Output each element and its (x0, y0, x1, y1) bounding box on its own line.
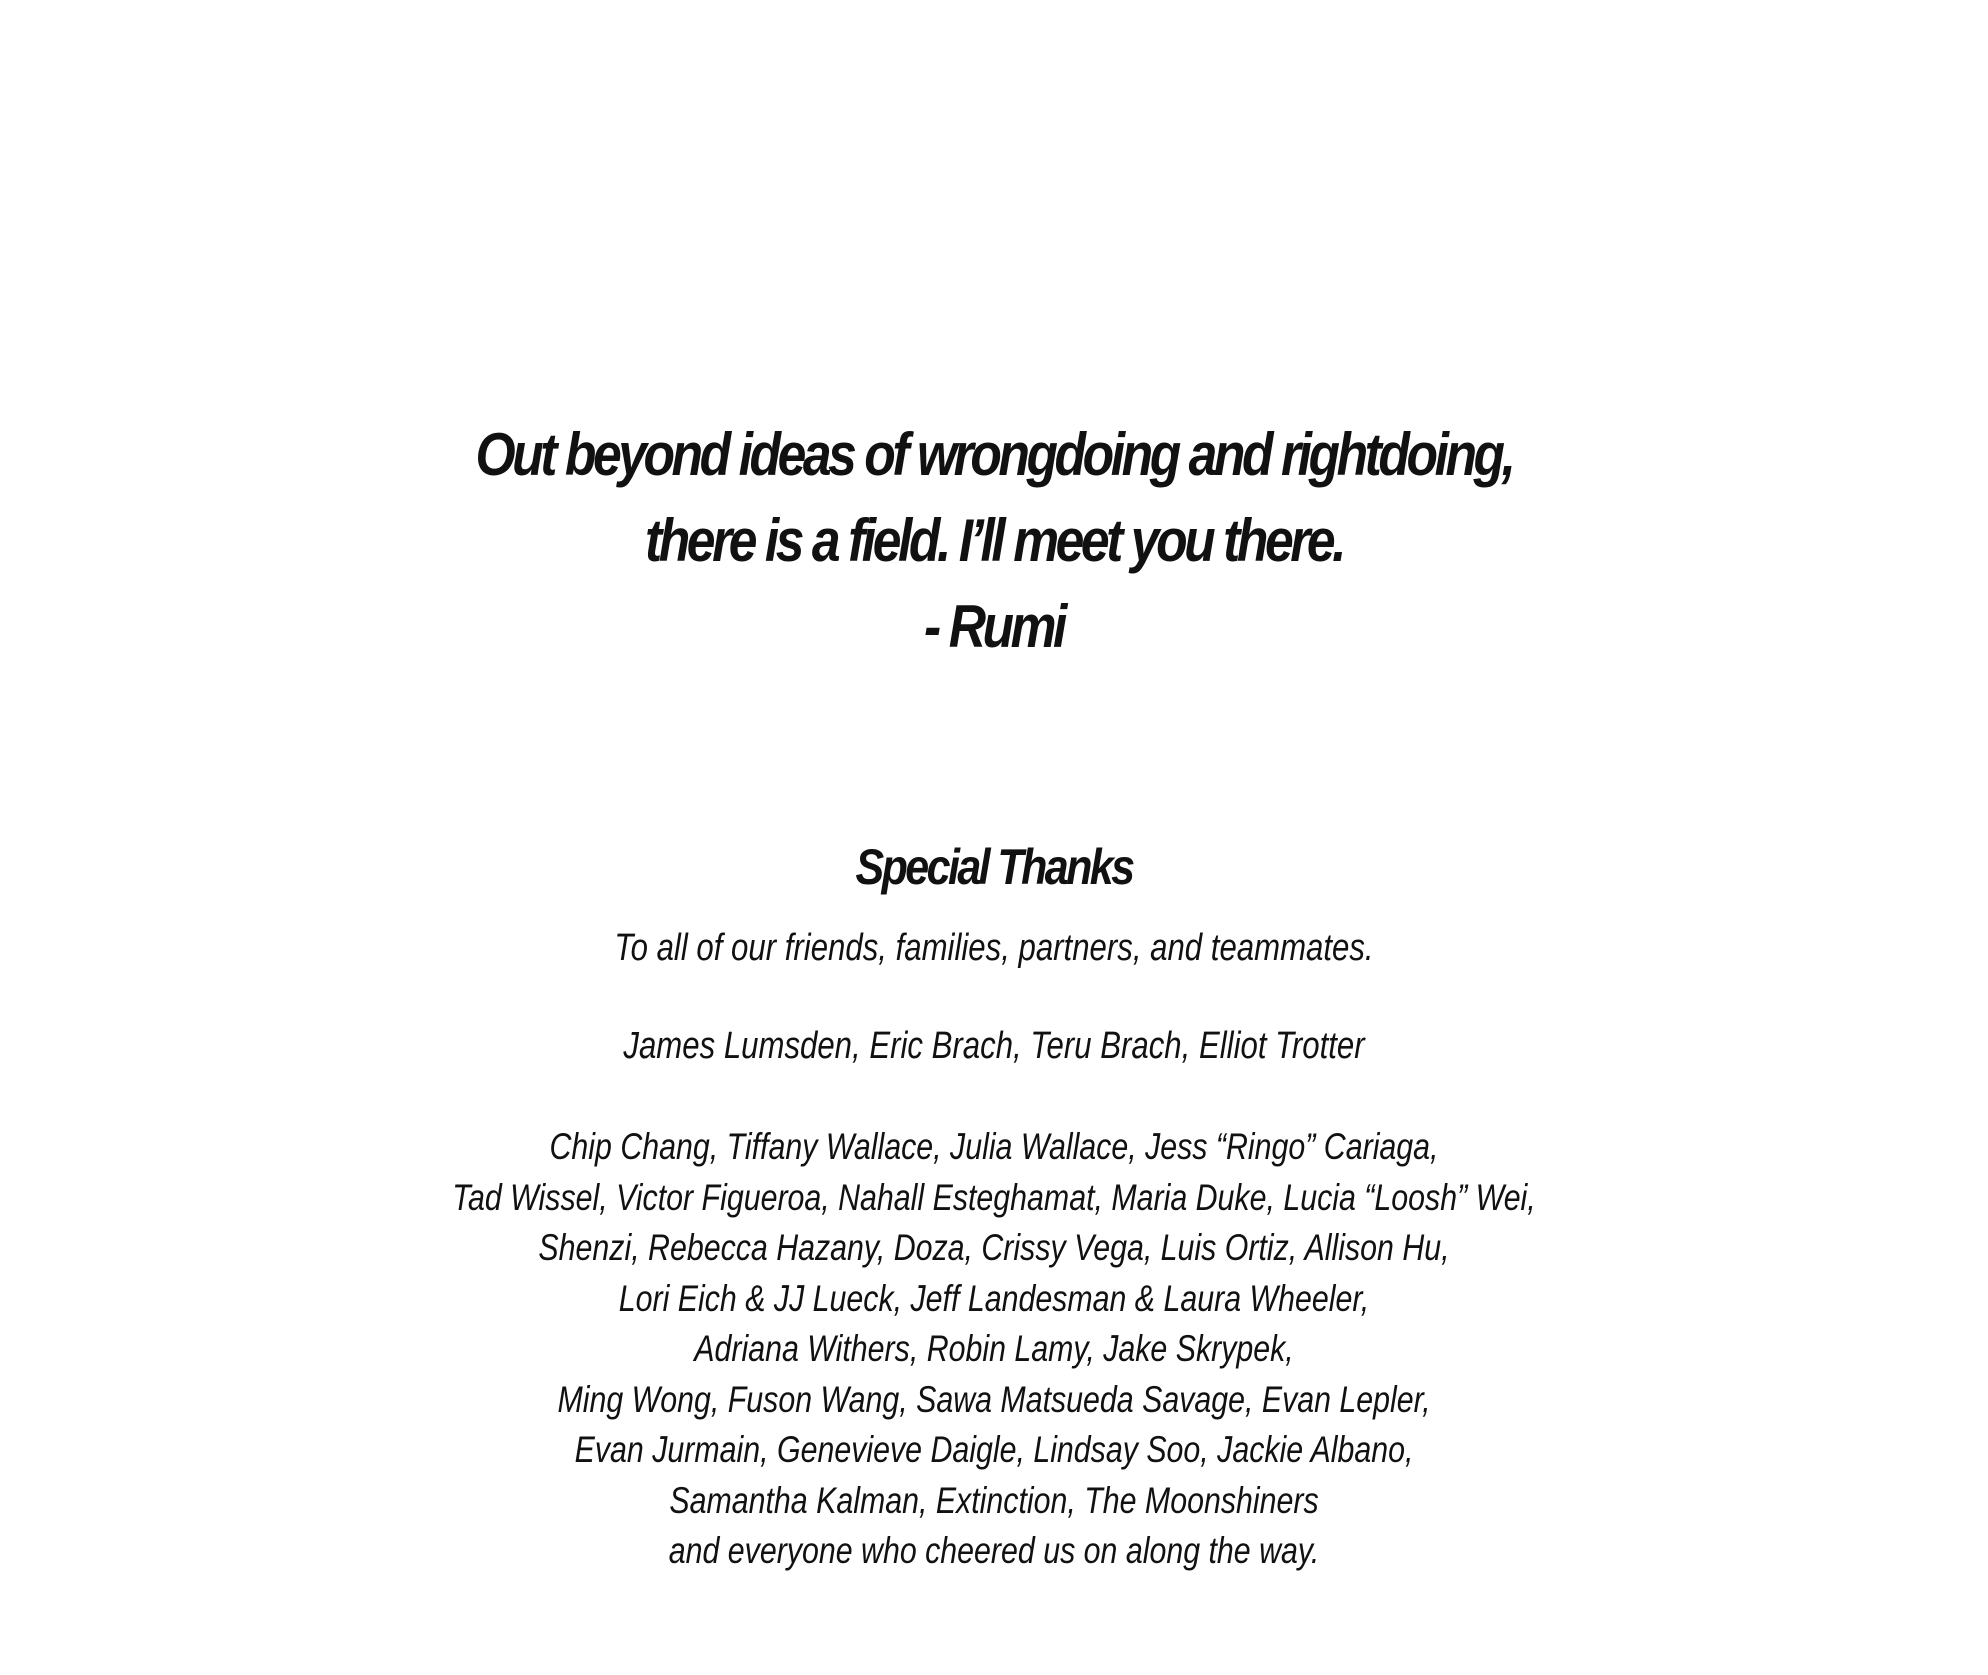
names-line: Adriana Withers, Robin Lamy, Jake Skrypek, (694, 1328, 1294, 1369)
special-thanks-heading: Special Thanks (855, 839, 1133, 895)
names-line: Evan Jurmain, Genevieve Daigle, Lindsay Soo, Jackie Albano, (574, 1429, 1414, 1470)
core-names-line: James Lumsden, Eric Brach, Teru Brach, Elliot Trotter (623, 1025, 1365, 1067)
names-line: Shenzi, Rebecca Hazany, Doza, Crissy Vega, Luis Ortiz, Allison Hu, (538, 1227, 1450, 1268)
rumi-quote (0, 412, 1988, 670)
names-line: Ming Wong, Fuson Wang, Sawa Matsueda Savage, Evan Lepler, (557, 1378, 1431, 1420)
names-line: Lori Eich & JJ Lueck, Jeff Landesman & Laura Wheeler, (618, 1277, 1370, 1319)
names-line: and everyone who cheered us on along the way. (668, 1530, 1320, 1571)
thanks-names-list (0, 1122, 1988, 1577)
quote-attribution: - Rumi (924, 593, 1064, 660)
names-line: Chip Chang, Tiffany Wallace, Julia Wallace, Jess “Ringo” Cariaga, (549, 1126, 1439, 1167)
quote-line-2: there is a field. I’ll meet you there. (644, 507, 1343, 574)
quote-line-1: Out beyond ideas of wrongdoing and rightdoing, (475, 421, 1513, 488)
special-thanks-intro: To all of our friends, families, partners, and teammates. (614, 927, 1374, 969)
names-line: Tad Wissel, Victor Figueroa, Nahall Esteghamat, Maria Duke, Lucia “Loosh” Wei, (452, 1176, 1536, 1218)
names-line: Samantha Kalman, Extinction, The Moonshiners (669, 1479, 1319, 1521)
